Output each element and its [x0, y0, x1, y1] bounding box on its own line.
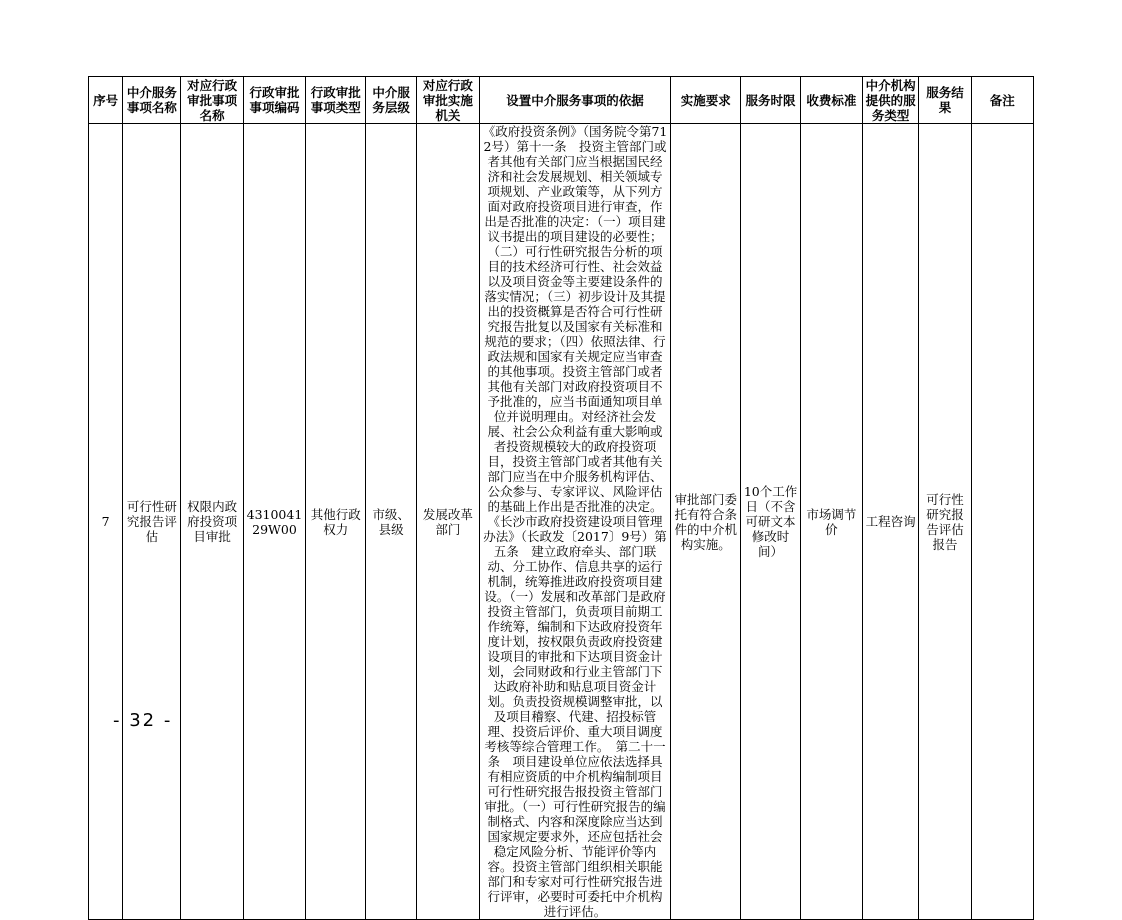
- cell-time-limit: 10个工作日（不含可研文本修改时间）: [741, 124, 800, 920]
- cell-requirements: 审批部门委托有符合条件的中介机构实施。: [671, 124, 741, 920]
- page-number: - 32 -: [113, 710, 173, 731]
- header-approval-type: 行政审批事项类型: [306, 77, 366, 124]
- header-service-name: 中介服务事项名称: [123, 77, 181, 124]
- header-approval-name: 对应行政审批事项名称: [181, 77, 243, 124]
- header-requirements: 实施要求: [671, 77, 741, 124]
- cell-seq: 7: [89, 124, 123, 920]
- cell-provider-type: 工程咨询: [863, 124, 919, 920]
- cell-remarks: [971, 124, 1033, 920]
- cell-service-name: 可行性研究报告评估: [123, 124, 181, 920]
- cell-result: 可行性研究报告评估报告: [919, 124, 971, 920]
- cell-approval-type: 其他行政权力: [306, 124, 366, 920]
- cell-agency: 发展改革部门: [416, 124, 479, 920]
- header-approval-code: 行政审批事项编码: [243, 77, 305, 124]
- cell-service-level: 市级、县级: [366, 124, 416, 920]
- header-time-limit: 服务时限: [741, 77, 800, 124]
- intermediary-service-table: [88, 76, 1034, 920]
- header-row: [89, 77, 1034, 124]
- header-fee-standard: 收费标准: [800, 77, 862, 124]
- header-agency: 对应行政审批实施机关: [416, 77, 479, 124]
- header-seq: 序号: [89, 77, 123, 124]
- cell-basis: 《政府投资条例》（国务院令第712号）第十一条 投资主管部门或者其他有关部门应当根据国民经济和社会发展规划、相关领域专项规划、产业政策等，从下列方面对政府投资项目进行审查，作出是否批准的决定：（一）项目建议书提出的项目建设的必要性；（二）可行性研究报告分析的项目的技术经济可行性、社会效益以及项目资金等主要建设条件的落实情况；（三）初步设计及其提出的投资概算是否符合可行性研究报告批复以及国家有关标准和规范的要求；（四）依照法律、行政法规和国家有关规定应当审查的其他事项。投资主管部门或者其他有关部门对政府投资项目不予批准的，应当书面通知项目单位并说明理由。对经济社会发展、社会公众利益有重大影响或者投资规模较大的政府投资项目，投资主管部门或者其他有关部门应当在中介服务机构评估、公众参与、专家评议、风险评估的基础上作出是否批准的决定。《长沙市政府投资建设项目管理办法》（长政发〔2017〕9号）第五条 建立政府牵头、部门联动、分工协作、信息共享的运行机制，统筹推进政府投资项目建设。（一）发展和改革部门是政府投资主管部门，负责项目前期工作统筹，编制和下达政府投资年度计划，按权限负责政府投资建设项目的审批和下达项目资金计划，会同财政和行业主管部门下达政府补助和贴息项目资金计划。负责投资规模调整审批，以及项目稽察、代建、招投标管理、投资后评价、重大项目调度考核等综合管理工作。 第二十一条 项目建设单位应依法选择具有相应资质的中介机构编制项目可行性研究报告报投资主管部门审批。（一）可行性研究报告的编制格式、内容和深度除应当达到国家规定要求外，还应包括社会稳定风险分析、节能评价等内容。投资主管部门组织相关职能部门和专家对可行性研究报告进行评审，必要时可委托中介机构进行评估。: [480, 124, 671, 920]
- header-service-level: 中介服务层级: [366, 77, 416, 124]
- table-row: [89, 124, 1034, 920]
- header-basis: 设置中介服务事项的依据: [480, 77, 671, 124]
- cell-fee-standard: 市场调节价: [800, 124, 862, 920]
- header-remarks: 备注: [971, 77, 1033, 124]
- header-provider-type: 中介机构提供的服务类型: [863, 77, 919, 124]
- cell-approval-code: 431004129W00: [243, 124, 305, 920]
- cell-approval-name: 权限内政府投资项目审批: [181, 124, 243, 920]
- header-result: 服务结果: [919, 77, 971, 124]
